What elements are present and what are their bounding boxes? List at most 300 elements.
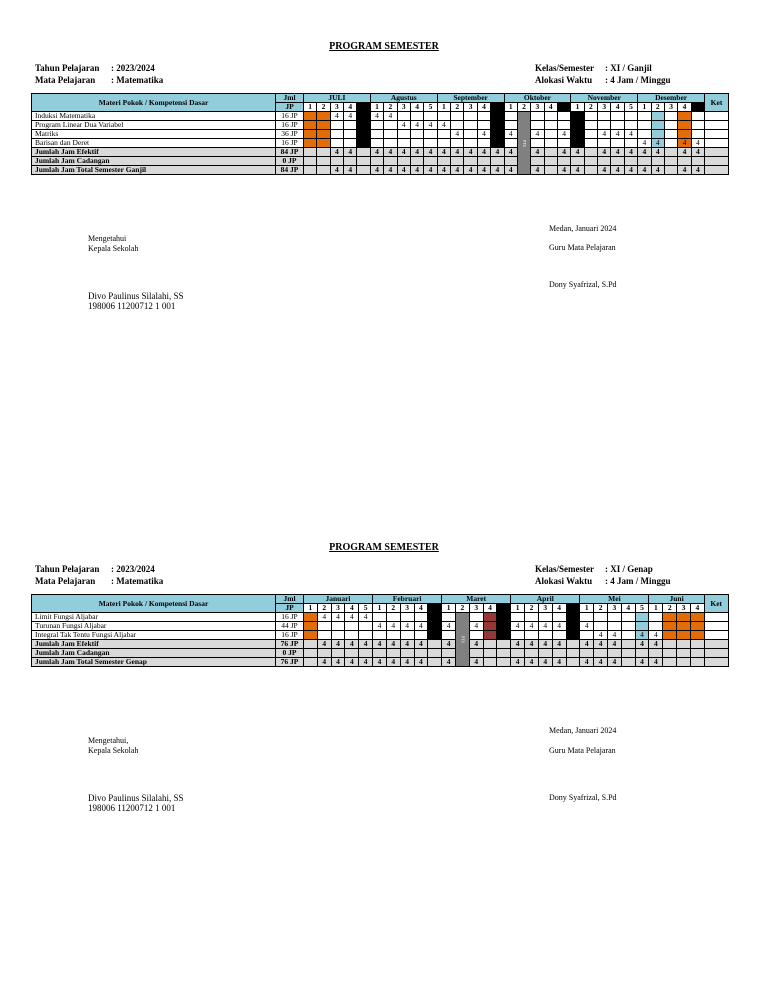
- week-cell: 4: [370, 166, 383, 175]
- week-header: 1: [504, 103, 517, 112]
- ket-cell: [704, 622, 728, 631]
- week-header: 1: [304, 604, 318, 613]
- week-cell: [497, 613, 511, 622]
- week-cell: [594, 613, 608, 622]
- week-header: 2: [663, 604, 677, 613]
- week-cell: 4: [330, 112, 343, 121]
- alokasi-label: Alokasi Waktu: [535, 576, 593, 586]
- ket-cell: [704, 649, 728, 658]
- week-header: 1: [638, 103, 651, 112]
- week-cell: [594, 622, 608, 631]
- week-cell: 4: [397, 121, 410, 130]
- week-cell: [304, 658, 318, 667]
- week-cell: [580, 613, 594, 622]
- week-cell: 4: [410, 121, 423, 130]
- week-header: 4: [690, 604, 704, 613]
- week-cell: [621, 622, 635, 631]
- guru-label: Guru Mata Pelajaran: [549, 746, 616, 755]
- week-cell: 4: [538, 640, 552, 649]
- week-cell: [345, 631, 359, 640]
- week-header: 2: [456, 604, 470, 613]
- week-cell: [649, 622, 663, 631]
- jml-header: Jml: [276, 595, 304, 604]
- week-cell: 4: [624, 130, 637, 139]
- week-cell: [663, 658, 677, 667]
- week-cell: 4: [424, 166, 437, 175]
- week-cell: 4: [552, 640, 566, 649]
- week-cell: [386, 631, 400, 640]
- week-header: 4: [414, 604, 428, 613]
- week-header: 1: [580, 604, 594, 613]
- jp-cell: 16 JP: [276, 139, 304, 148]
- week-header: 2: [386, 604, 400, 613]
- week-cell: 4: [580, 640, 594, 649]
- week-cell: [690, 622, 704, 631]
- kelas-value: : XI / Ganjil: [605, 63, 652, 73]
- page-title: PROGRAM SEMESTER: [329, 41, 439, 52]
- week-cell: 4: [410, 148, 423, 157]
- week-cell: 4: [414, 640, 428, 649]
- week-cell: 4: [691, 166, 704, 175]
- week-header: 2: [384, 103, 397, 112]
- week-cell: 4: [397, 166, 410, 175]
- week-cell: [359, 631, 373, 640]
- week-cell: 4: [386, 658, 400, 667]
- kepala-sekolah-label: Kepala Sekolah: [88, 746, 139, 755]
- week-header: 4: [483, 604, 497, 613]
- week-cell: 4: [678, 139, 691, 148]
- meta-left: [35, 563, 163, 587]
- jp-header: JP: [276, 604, 304, 613]
- week-cell: 4: [557, 166, 570, 175]
- week-cell: [304, 640, 318, 649]
- table-row: [32, 649, 729, 658]
- schedule-table: [31, 594, 729, 667]
- week-header: 3: [400, 604, 414, 613]
- week-cell: 4: [400, 622, 414, 631]
- week-cell: [497, 622, 511, 631]
- table-row: [32, 658, 729, 667]
- week-cell: 4: [624, 166, 637, 175]
- week-cell: 4: [414, 622, 428, 631]
- week-cell: [525, 649, 539, 658]
- week-cell: [483, 649, 497, 658]
- week-cell: [607, 649, 621, 658]
- week-cell: [690, 613, 704, 622]
- week-cell: 4: [607, 631, 621, 640]
- materi-cell: Jumlah Jam Cadangan: [32, 157, 276, 166]
- week-cell: 4: [477, 130, 490, 139]
- week-header: 4: [544, 103, 557, 112]
- jp-cell: 36 JP: [276, 130, 304, 139]
- week-cell: 4: [598, 130, 611, 139]
- guru-name: Dony Syafrizal, S.Pd: [549, 793, 617, 802]
- table-row: [32, 640, 729, 649]
- week-header: 1: [649, 604, 663, 613]
- kepala-nip: 198006 11200712 1 001: [88, 803, 176, 813]
- guru-name: Dony Syafrizal, S.Pd: [549, 280, 617, 289]
- mapel-value: : Matematika: [111, 576, 164, 586]
- week-cell: [621, 658, 635, 667]
- month-header: Oktober: [504, 94, 571, 103]
- week-cell: [580, 631, 594, 640]
- week-cell: [663, 613, 677, 622]
- week-cell: [621, 613, 635, 622]
- week-cell: [359, 649, 373, 658]
- week-header: 2: [525, 604, 539, 613]
- week-cell: 4: [477, 148, 490, 157]
- week-cell: 4: [384, 166, 397, 175]
- week-cell: 4: [594, 658, 608, 667]
- week-header: 1: [571, 103, 584, 112]
- week-cell: 4: [373, 658, 387, 667]
- week-cell: 4: [624, 148, 637, 157]
- page-title: PROGRAM SEMESTER: [329, 542, 439, 553]
- week-cell: 4: [386, 640, 400, 649]
- week-cell: [621, 649, 635, 658]
- week-cell: 4: [598, 166, 611, 175]
- week-cell: [373, 631, 387, 640]
- jml-header: Jml: [276, 94, 304, 103]
- week-cell: [331, 631, 345, 640]
- week-cell: 4: [649, 631, 663, 640]
- week-cell: [414, 613, 428, 622]
- week-cell: [511, 631, 525, 640]
- week-cell: [400, 649, 414, 658]
- tahun-value: : 2023/2024: [111, 564, 155, 574]
- week-cell: 4: [359, 640, 373, 649]
- month-header: JULI: [304, 94, 371, 103]
- month-header: September: [437, 94, 504, 103]
- week-cell: 4: [469, 640, 483, 649]
- week-cell: [428, 622, 442, 631]
- week-cell: 4: [638, 139, 651, 148]
- week-cell: [580, 649, 594, 658]
- jp-cell: 44 JP: [276, 622, 304, 631]
- meta-right: [535, 563, 671, 587]
- week-cell: [525, 613, 539, 622]
- week-cell: 4: [651, 139, 664, 148]
- month-header: Mei: [580, 595, 649, 604]
- week-separator: [566, 604, 580, 613]
- week-cell: 4: [504, 166, 517, 175]
- tahun-label: Tahun Pelajaran: [35, 63, 100, 73]
- jp-cell: 0 JP: [276, 157, 304, 166]
- week-cell: 4: [370, 148, 383, 157]
- week-cell: [345, 649, 359, 658]
- jp-cell: 16 JP: [276, 112, 304, 121]
- week-cell: [359, 622, 373, 631]
- week-cell: 4: [330, 166, 343, 175]
- week-cell: [386, 613, 400, 622]
- week-cell: 4: [400, 640, 414, 649]
- week-cell: [566, 649, 580, 658]
- week-cell: [304, 622, 318, 631]
- week-cell: 4: [557, 148, 570, 157]
- week-cell: [373, 613, 387, 622]
- week-cell: 4: [345, 640, 359, 649]
- week-cell: [442, 631, 456, 640]
- week-header: 4: [410, 103, 423, 112]
- week-cell: 4: [538, 658, 552, 667]
- week-cell: 4: [691, 139, 704, 148]
- week-cell: [566, 640, 580, 649]
- week-cell: 4: [317, 658, 331, 667]
- week-header: 4: [345, 604, 359, 613]
- week-cell: [400, 613, 414, 622]
- jp-cell: 0 JP: [276, 649, 304, 658]
- week-cell: 4: [531, 148, 544, 157]
- week-header: 3: [469, 604, 483, 613]
- week-header: 3: [331, 604, 345, 613]
- place-date: Medan, Januari 2024: [549, 224, 617, 233]
- week-cell: 4: [437, 166, 450, 175]
- week-cell: [386, 649, 400, 658]
- week-header: 3: [330, 103, 343, 112]
- week-cell: [428, 658, 442, 667]
- week-cell: [497, 649, 511, 658]
- week-cell: [607, 613, 621, 622]
- week-header: 4: [621, 604, 635, 613]
- week-cell: 4: [424, 148, 437, 157]
- week-cell: 4: [538, 622, 552, 631]
- jp-cell: 16 JP: [276, 121, 304, 130]
- week-cell: [428, 631, 442, 640]
- materi-cell: Jumlah Jam Total Semester Ganjil: [32, 166, 276, 175]
- week-cell: 4: [611, 148, 624, 157]
- week-cell: [483, 658, 497, 667]
- week-cell: [428, 640, 442, 649]
- week-cell: 4: [611, 166, 624, 175]
- week-cell: [331, 649, 345, 658]
- month-header: November: [571, 94, 638, 103]
- week-cell: [677, 622, 691, 631]
- week-header: 5: [624, 103, 637, 112]
- week-cell: [677, 649, 691, 658]
- materi-cell: Limit Fungsi Aljabar: [32, 613, 276, 622]
- month-header: Juni: [649, 595, 704, 604]
- week-cell: [663, 622, 677, 631]
- materi-cell: Jumlah Jam Cadangan: [32, 649, 276, 658]
- week-header: 2: [317, 103, 330, 112]
- week-cell: 4: [386, 622, 400, 631]
- week-cell: [428, 649, 442, 658]
- week-cell: [621, 640, 635, 649]
- week-cell: [649, 649, 663, 658]
- week-separator: [428, 604, 442, 613]
- jp-cell: 16 JP: [276, 631, 304, 640]
- table-row: [32, 622, 729, 631]
- week-cell: [511, 613, 525, 622]
- week-cell: [304, 631, 318, 640]
- week-cell: [483, 622, 497, 631]
- pts-marker: PTS: [456, 613, 470, 667]
- week-cell: 4: [331, 613, 345, 622]
- week-header: 3: [531, 103, 544, 112]
- week-cell: 4: [384, 148, 397, 157]
- week-cell: 4: [345, 613, 359, 622]
- alokasi-value: : 4 Jam / Minggu: [605, 576, 671, 586]
- week-header: 3: [607, 604, 621, 613]
- week-cell: [442, 649, 456, 658]
- ket-header: Ket: [705, 94, 729, 112]
- tahun-value: : 2023/2024: [111, 63, 155, 73]
- week-header: 1: [373, 604, 387, 613]
- week-cell: [538, 631, 552, 640]
- week-cell: 4: [635, 631, 649, 640]
- week-cell: 4: [571, 166, 584, 175]
- week-header: 3: [664, 103, 677, 112]
- jp-cell: 84 JP: [276, 148, 304, 157]
- week-cell: [511, 649, 525, 658]
- materi-cell: Jumlah Jam Efektif: [32, 148, 276, 157]
- week-cell: 4: [504, 148, 517, 157]
- week-cell: [345, 622, 359, 631]
- week-cell: 4: [373, 640, 387, 649]
- week-cell: 4: [525, 622, 539, 631]
- week-cell: [552, 649, 566, 658]
- week-cell: [663, 631, 677, 640]
- materi-header: Materi Pokok / Kompetensi Dasar: [32, 595, 276, 613]
- week-cell: [497, 631, 511, 640]
- week-cell: [304, 649, 318, 658]
- week-cell: [677, 640, 691, 649]
- week-header: 4: [344, 103, 357, 112]
- week-cell: 4: [691, 148, 704, 157]
- month-header: Maret: [442, 595, 511, 604]
- week-cell: 4: [344, 148, 357, 157]
- week-cell: 4: [531, 166, 544, 175]
- week-cell: [690, 658, 704, 667]
- week-cell: 4: [464, 166, 477, 175]
- week-cell: 4: [594, 640, 608, 649]
- week-cell: [649, 613, 663, 622]
- week-cell: [635, 622, 649, 631]
- week-cell: 4: [511, 622, 525, 631]
- week-cell: 4: [317, 640, 331, 649]
- week-cell: [690, 631, 704, 640]
- week-cell: 4: [345, 658, 359, 667]
- week-cell: 4: [491, 130, 504, 139]
- ket-cell: [704, 613, 728, 622]
- week-cell: [635, 613, 649, 622]
- week-header: 5: [359, 604, 373, 613]
- table-row: [32, 613, 729, 622]
- week-cell: [414, 631, 428, 640]
- kelas-label: Kelas/Semester: [535, 63, 594, 73]
- week-cell: [663, 649, 677, 658]
- week-cell: [594, 649, 608, 658]
- week-cell: 4: [331, 658, 345, 667]
- week-cell: 4: [451, 166, 464, 175]
- week-cell: 4: [594, 631, 608, 640]
- week-cell: 4: [649, 640, 663, 649]
- week-cell: 4: [511, 658, 525, 667]
- week-cell: [538, 613, 552, 622]
- week-cell: [317, 622, 331, 631]
- week-cell: 4: [331, 640, 345, 649]
- week-cell: [469, 649, 483, 658]
- alokasi-value: : 4 Jam / Minggu: [605, 75, 671, 85]
- jp-cell: 76 JP: [276, 640, 304, 649]
- mapel-label: Mata Pelajaran: [35, 576, 96, 586]
- week-cell: 4: [531, 130, 544, 139]
- week-header: 4: [552, 604, 566, 613]
- week-cell: 4: [491, 148, 504, 157]
- week-cell: 4: [397, 148, 410, 157]
- week-header: 3: [464, 103, 477, 112]
- week-cell: [525, 631, 539, 640]
- week-cell: [428, 613, 442, 622]
- week-header: 2: [594, 604, 608, 613]
- materi-header: Materi Pokok / Kompetensi Dasar: [32, 94, 276, 112]
- week-cell: 4: [607, 640, 621, 649]
- week-cell: 4: [469, 622, 483, 631]
- week-cell: [317, 631, 331, 640]
- kepala-name: Divo Paulinus Silalahi, SS: [88, 291, 184, 301]
- week-cell: [373, 649, 387, 658]
- week-header: 4: [477, 103, 490, 112]
- ket-cell: [704, 640, 728, 649]
- week-cell: 4: [651, 148, 664, 157]
- week-cell: [469, 631, 483, 640]
- week-cell: [538, 649, 552, 658]
- week-cell: [607, 622, 621, 631]
- week-header: 1: [304, 103, 317, 112]
- week-cell: 4: [525, 658, 539, 667]
- week-cell: 4: [442, 622, 456, 631]
- week-cell: 4: [370, 112, 383, 121]
- mengetahui-label: Mengetahui: [88, 234, 127, 243]
- week-cell: 4: [437, 121, 450, 130]
- week-cell: [677, 631, 691, 640]
- week-cell: 4: [330, 148, 343, 157]
- week-cell: 4: [464, 148, 477, 157]
- month-header: April: [511, 595, 580, 604]
- week-cell: [442, 613, 456, 622]
- materi-cell: Jumlah Jam Total Semester Genap: [32, 658, 276, 667]
- week-cell: [566, 658, 580, 667]
- week-cell: 4: [344, 166, 357, 175]
- materi-cell: Program Linear Dua Variabel: [32, 121, 276, 130]
- week-cell: 4: [373, 622, 387, 631]
- week-cell: 4: [477, 166, 490, 175]
- guru-label: Guru Mata Pelajaran: [549, 243, 616, 252]
- week-cell: [469, 613, 483, 622]
- week-cell: [317, 649, 331, 658]
- week-cell: 4: [571, 130, 584, 139]
- week-cell: 4: [451, 130, 464, 139]
- jp-cell: 84 JP: [276, 166, 304, 175]
- month-header: Desember: [638, 94, 705, 103]
- week-cell: 4: [359, 658, 373, 667]
- kepala-sekolah-label: Kepala Sekolah: [88, 244, 139, 253]
- week-cell: 4: [437, 148, 450, 157]
- week-cell: [497, 640, 511, 649]
- week-header: 2: [317, 604, 331, 613]
- week-cell: 4: [442, 640, 456, 649]
- week-cell: [677, 658, 691, 667]
- mapel-label: Mata Pelajaran: [35, 75, 96, 85]
- week-cell: [331, 622, 345, 631]
- week-cell: [677, 613, 691, 622]
- materi-cell: Barisan dan Deret: [32, 139, 276, 148]
- week-cell: [621, 631, 635, 640]
- week-cell: 4: [400, 658, 414, 667]
- week-cell: 4: [451, 148, 464, 157]
- week-cell: [566, 631, 580, 640]
- week-header: 3: [397, 103, 410, 112]
